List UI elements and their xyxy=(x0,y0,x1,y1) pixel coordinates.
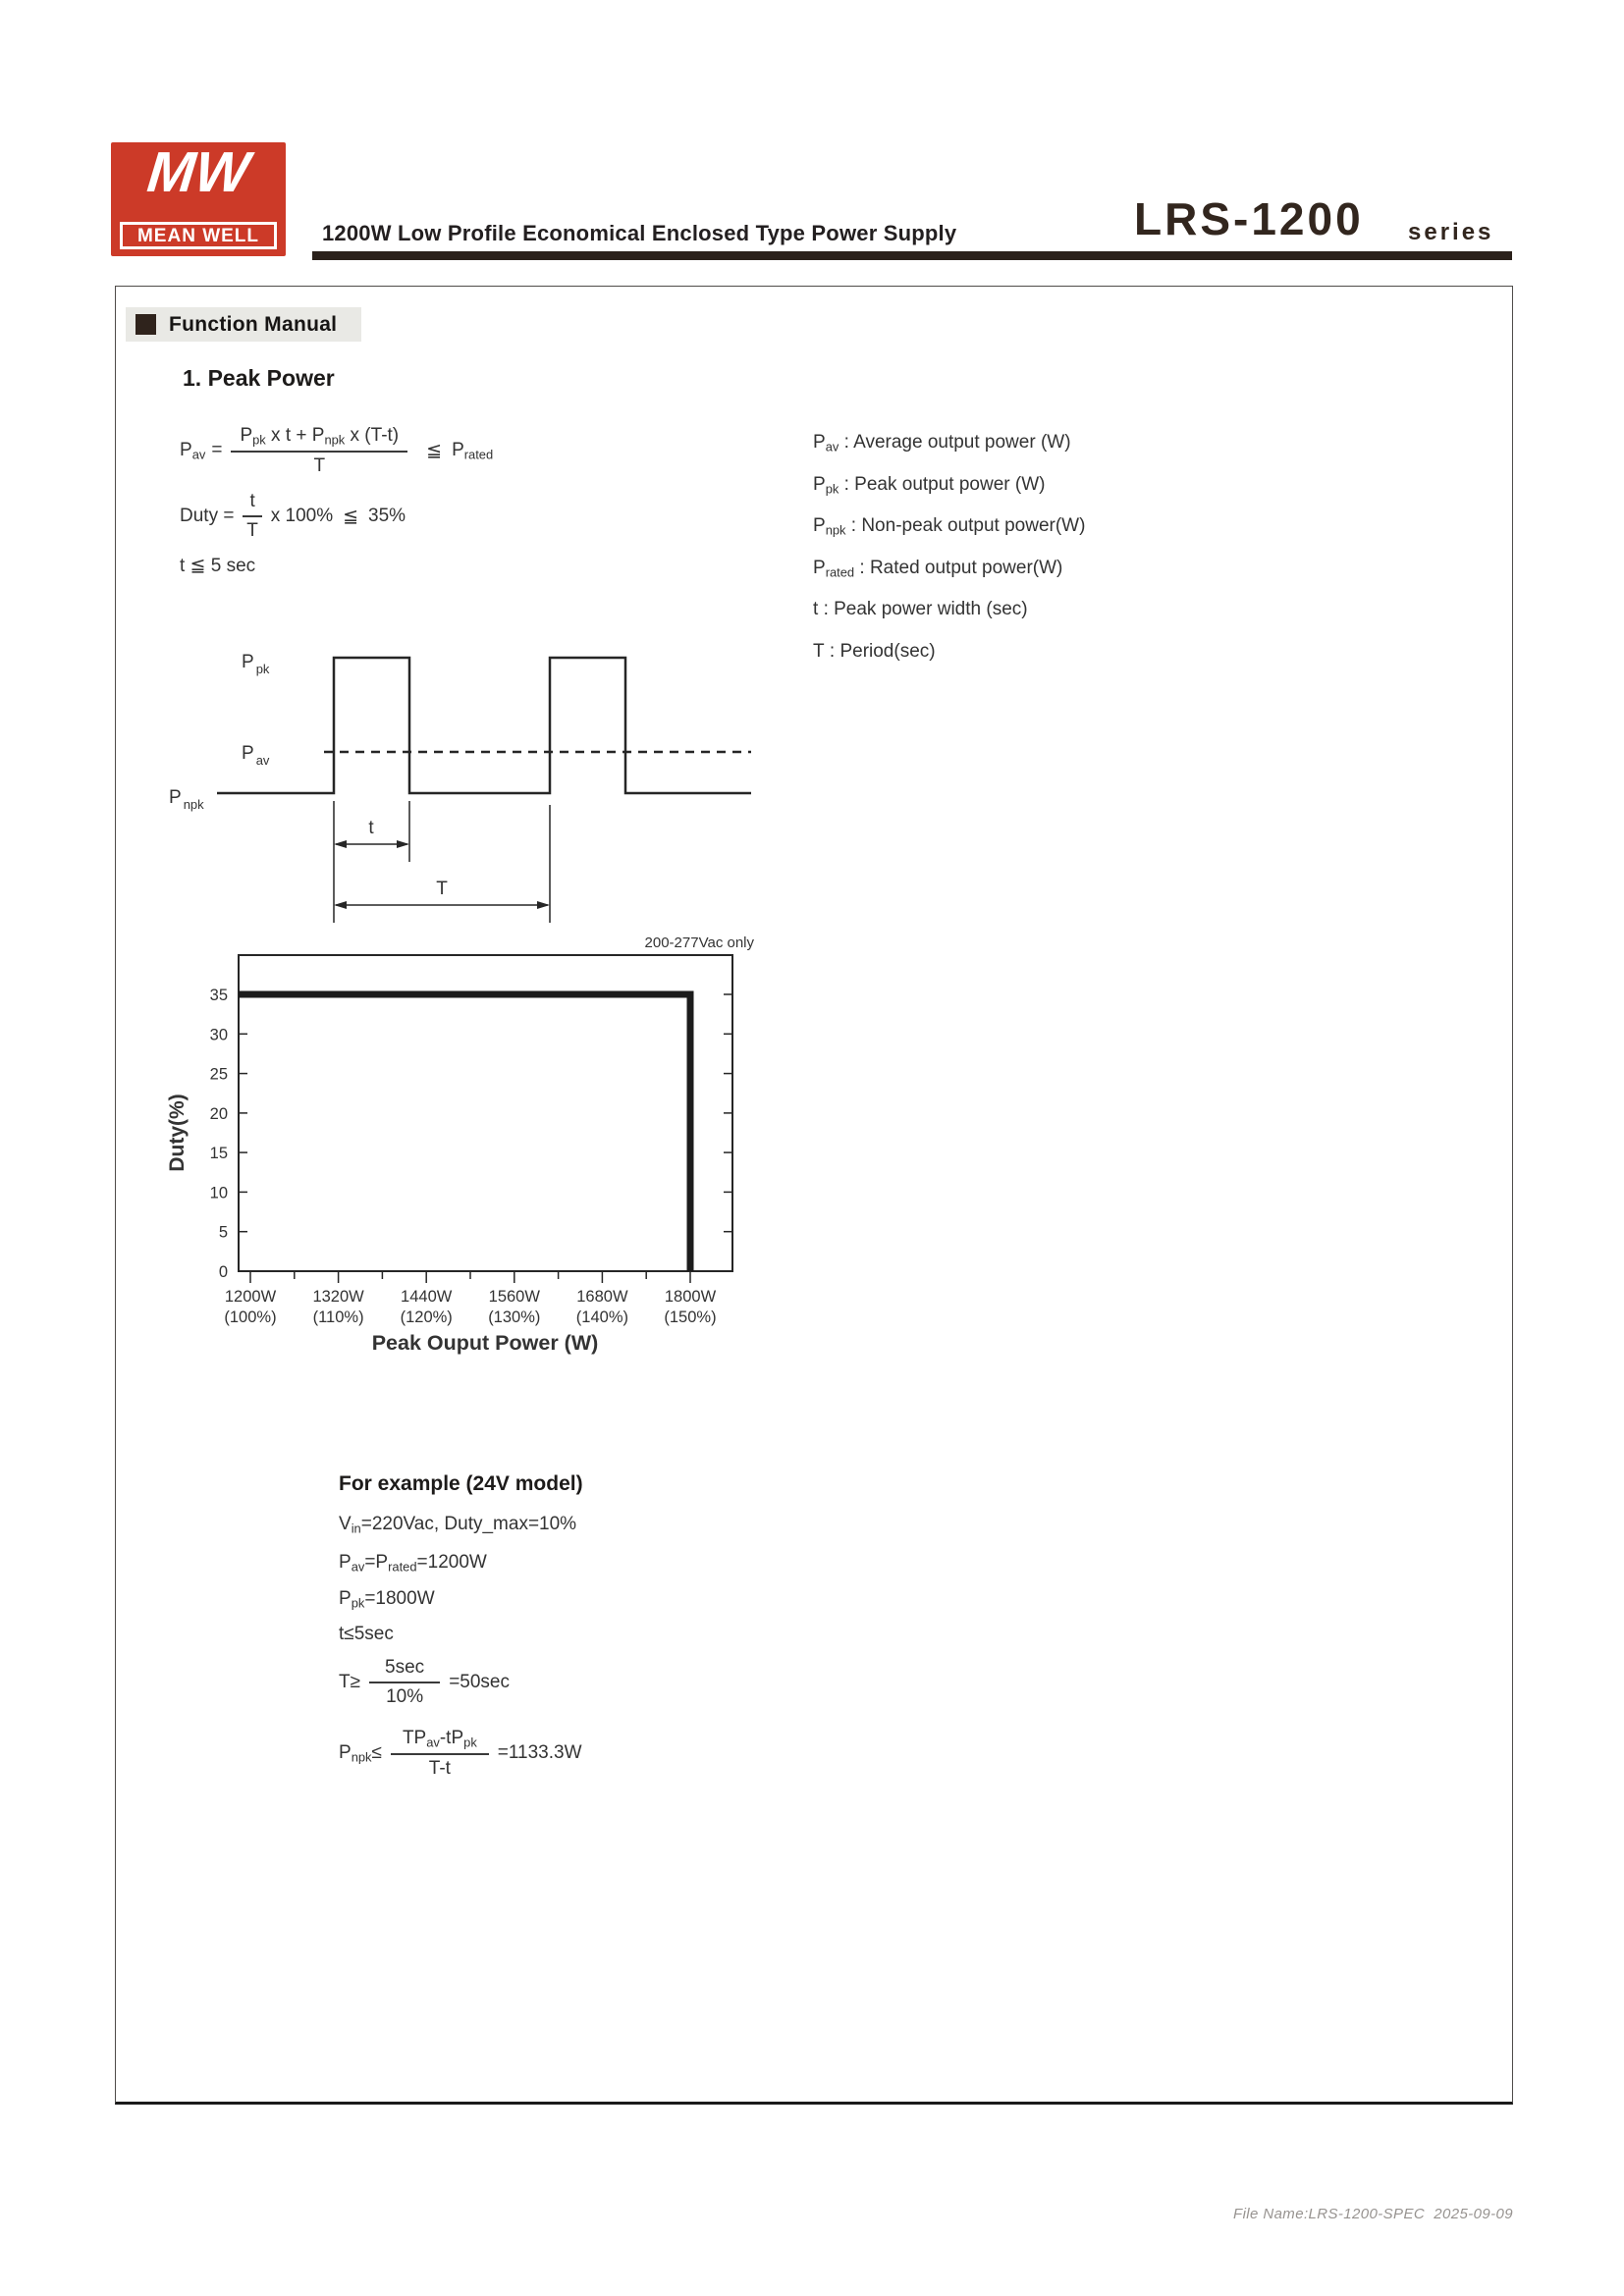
arrowhead-right-icon xyxy=(537,901,550,909)
definition-t xyxy=(813,599,1085,641)
definition-text: : Peak power width (sec) xyxy=(823,599,1028,619)
series-model: LRS-1200 xyxy=(1134,193,1364,244)
pnpk-lhs: $P_{npk}\le$ xyxy=(339,1742,382,1765)
duty-lhs: Duty = xyxy=(180,506,235,526)
leq-sign: ≦ xyxy=(343,506,359,527)
y-tick-label: 5 xyxy=(218,1223,228,1242)
section-title: Function Manual xyxy=(169,312,338,336)
definition-text: : Peak output power (W) xyxy=(843,473,1046,495)
x-tick-labels xyxy=(224,1288,716,1326)
symbol-definitions xyxy=(813,432,1085,682)
duty-limit: 35% xyxy=(368,506,406,526)
peak-power-waveform xyxy=(147,618,756,933)
t-width-label: t xyxy=(368,818,374,838)
fraction-denominator: T xyxy=(246,520,258,541)
svg-text:1800W: 1800W xyxy=(664,1288,717,1306)
example-heading: For example (24V model) xyxy=(339,1472,583,1495)
svg-text:(120%): (120%) xyxy=(400,1308,453,1326)
svg-text:(110%): (110%) xyxy=(312,1308,364,1326)
example-ppk: $P_{pk}=1800W$ xyxy=(339,1588,435,1611)
mean-well-logo xyxy=(111,142,286,256)
y-tick-label: 30 xyxy=(209,1026,228,1044)
pnpk-result: =1133.3W xyxy=(497,1742,582,1764)
y-tick-label: 0 xyxy=(218,1263,228,1281)
T-result: =50sec xyxy=(449,1672,510,1692)
arrowhead-right-icon xyxy=(397,840,409,848)
page-title: 1200W Low Profile Economical Enclosed Type Power Supply xyxy=(322,221,957,245)
y-tick-label: 10 xyxy=(209,1184,228,1202)
symbol: t xyxy=(813,599,819,619)
y-axis-title: Duty(%) xyxy=(166,1094,189,1172)
mw-logo-icon: MW xyxy=(144,140,252,204)
definition-text: : Average output power (W) xyxy=(843,432,1071,453)
section-header xyxy=(126,307,361,342)
symbol: P xyxy=(813,432,826,453)
symbol-subscript: pk xyxy=(825,481,839,497)
symbol: P xyxy=(813,557,826,578)
fraction-numerator: $TP_{av}-tP_{pk}$ xyxy=(391,1728,489,1755)
square-bullet-icon xyxy=(135,314,156,335)
y-tick-label: 25 xyxy=(209,1065,228,1084)
y-tick-label: 20 xyxy=(209,1104,228,1123)
header-divider xyxy=(312,251,1512,260)
mean-well-wordmark: MEAN WELL xyxy=(120,222,277,249)
svg-text:1680W: 1680W xyxy=(576,1288,628,1306)
y-tick-label: 35 xyxy=(209,987,228,1004)
y-axis-ticks xyxy=(239,994,732,1232)
svg-text:(130%): (130%) xyxy=(488,1308,541,1326)
duty-vs-peak-power-chart xyxy=(157,933,766,1364)
multiplier: x 100% xyxy=(270,506,334,526)
formula-duty xyxy=(180,491,406,542)
example-pnpk-formula xyxy=(339,1728,582,1780)
formula-t-limit: t ≦ 5 sec xyxy=(180,556,256,576)
fraction xyxy=(369,1657,440,1708)
plot-frame xyxy=(239,955,732,1271)
symbol-subscript: av xyxy=(825,439,839,454)
fraction-denominator: T xyxy=(313,454,326,476)
example-vin: $V_{in}=220Vac$, Duty_max=10% xyxy=(339,1514,577,1536)
formula-average-power xyxy=(180,425,493,477)
svg-text:(150%): (150%) xyxy=(664,1308,717,1326)
fraction-denominator: T-t xyxy=(428,1757,451,1779)
period-label: T xyxy=(436,879,448,899)
x-axis-title: Peak Ouput Power (W) xyxy=(371,1331,599,1355)
example-t: t≤5sec xyxy=(339,1624,394,1644)
x-axis-ticks xyxy=(250,1271,690,1283)
symbol: P xyxy=(813,515,826,536)
symbol: P xyxy=(813,473,826,495)
example-period-formula xyxy=(339,1657,510,1708)
ppk-label: P $_{pk}$ xyxy=(242,652,270,676)
svg-text:1560W: 1560W xyxy=(488,1288,540,1306)
series-suffix: series xyxy=(1408,219,1494,245)
symbol-subscript: npk xyxy=(825,522,846,538)
svg-text:1440W: 1440W xyxy=(401,1288,453,1306)
subsection-heading: 1. Peak Power xyxy=(183,365,335,391)
fraction-numerator: $P_{pk}$ x $t + P_{npk}$ x (T-t) xyxy=(231,425,407,453)
arrowhead-left-icon xyxy=(334,901,347,909)
equals-sign: = xyxy=(211,440,223,461)
chart-condition-label: 200-277Vac only xyxy=(644,934,754,951)
definition-prated xyxy=(813,558,1085,600)
definition-text: : Period(sec) xyxy=(829,640,936,662)
leq-sign: ≦ xyxy=(426,440,443,461)
file-name-footer: File Name:LRS-1200-SPEC 2025-09-09 xyxy=(1233,2206,1513,2222)
fraction xyxy=(243,491,261,542)
fraction xyxy=(231,425,407,477)
formula-lhs: $P_{av}$ xyxy=(180,440,206,462)
duty-limit-line xyxy=(239,994,690,1271)
symbol: T xyxy=(813,640,825,662)
example-pav: $P_{av}=P_{rated}=1200W$ xyxy=(339,1552,487,1575)
svg-text:1200W: 1200W xyxy=(224,1288,277,1306)
fraction-denominator: 10% xyxy=(386,1686,424,1707)
definition-text: : Non-peak output power(W) xyxy=(850,515,1086,536)
svg-text:1320W: 1320W xyxy=(312,1288,364,1306)
fraction-numerator: t xyxy=(243,491,261,517)
definition-text: : Rated output power(W) xyxy=(859,557,1063,578)
definition-ppk xyxy=(813,474,1085,516)
definition-pnpk xyxy=(813,515,1085,558)
T-lhs: T≥ xyxy=(339,1672,361,1692)
arrowhead-left-icon xyxy=(334,840,347,848)
fraction xyxy=(391,1728,489,1780)
symbol-subscript: rated xyxy=(825,564,855,580)
pnpk-label: P $_{npk}$ xyxy=(169,787,204,812)
svg-text:(140%): (140%) xyxy=(575,1308,629,1326)
fraction-numerator: 5sec xyxy=(369,1657,440,1683)
formula-rhs: $P_{rated}$ xyxy=(452,440,494,462)
svg-text:(100%): (100%) xyxy=(224,1308,277,1326)
definition-pav xyxy=(813,432,1085,474)
y-tick-label: 15 xyxy=(209,1145,228,1163)
definition-T xyxy=(813,641,1085,683)
waveform-line xyxy=(217,658,751,793)
pav-label: P $_{av}$ xyxy=(242,743,270,768)
